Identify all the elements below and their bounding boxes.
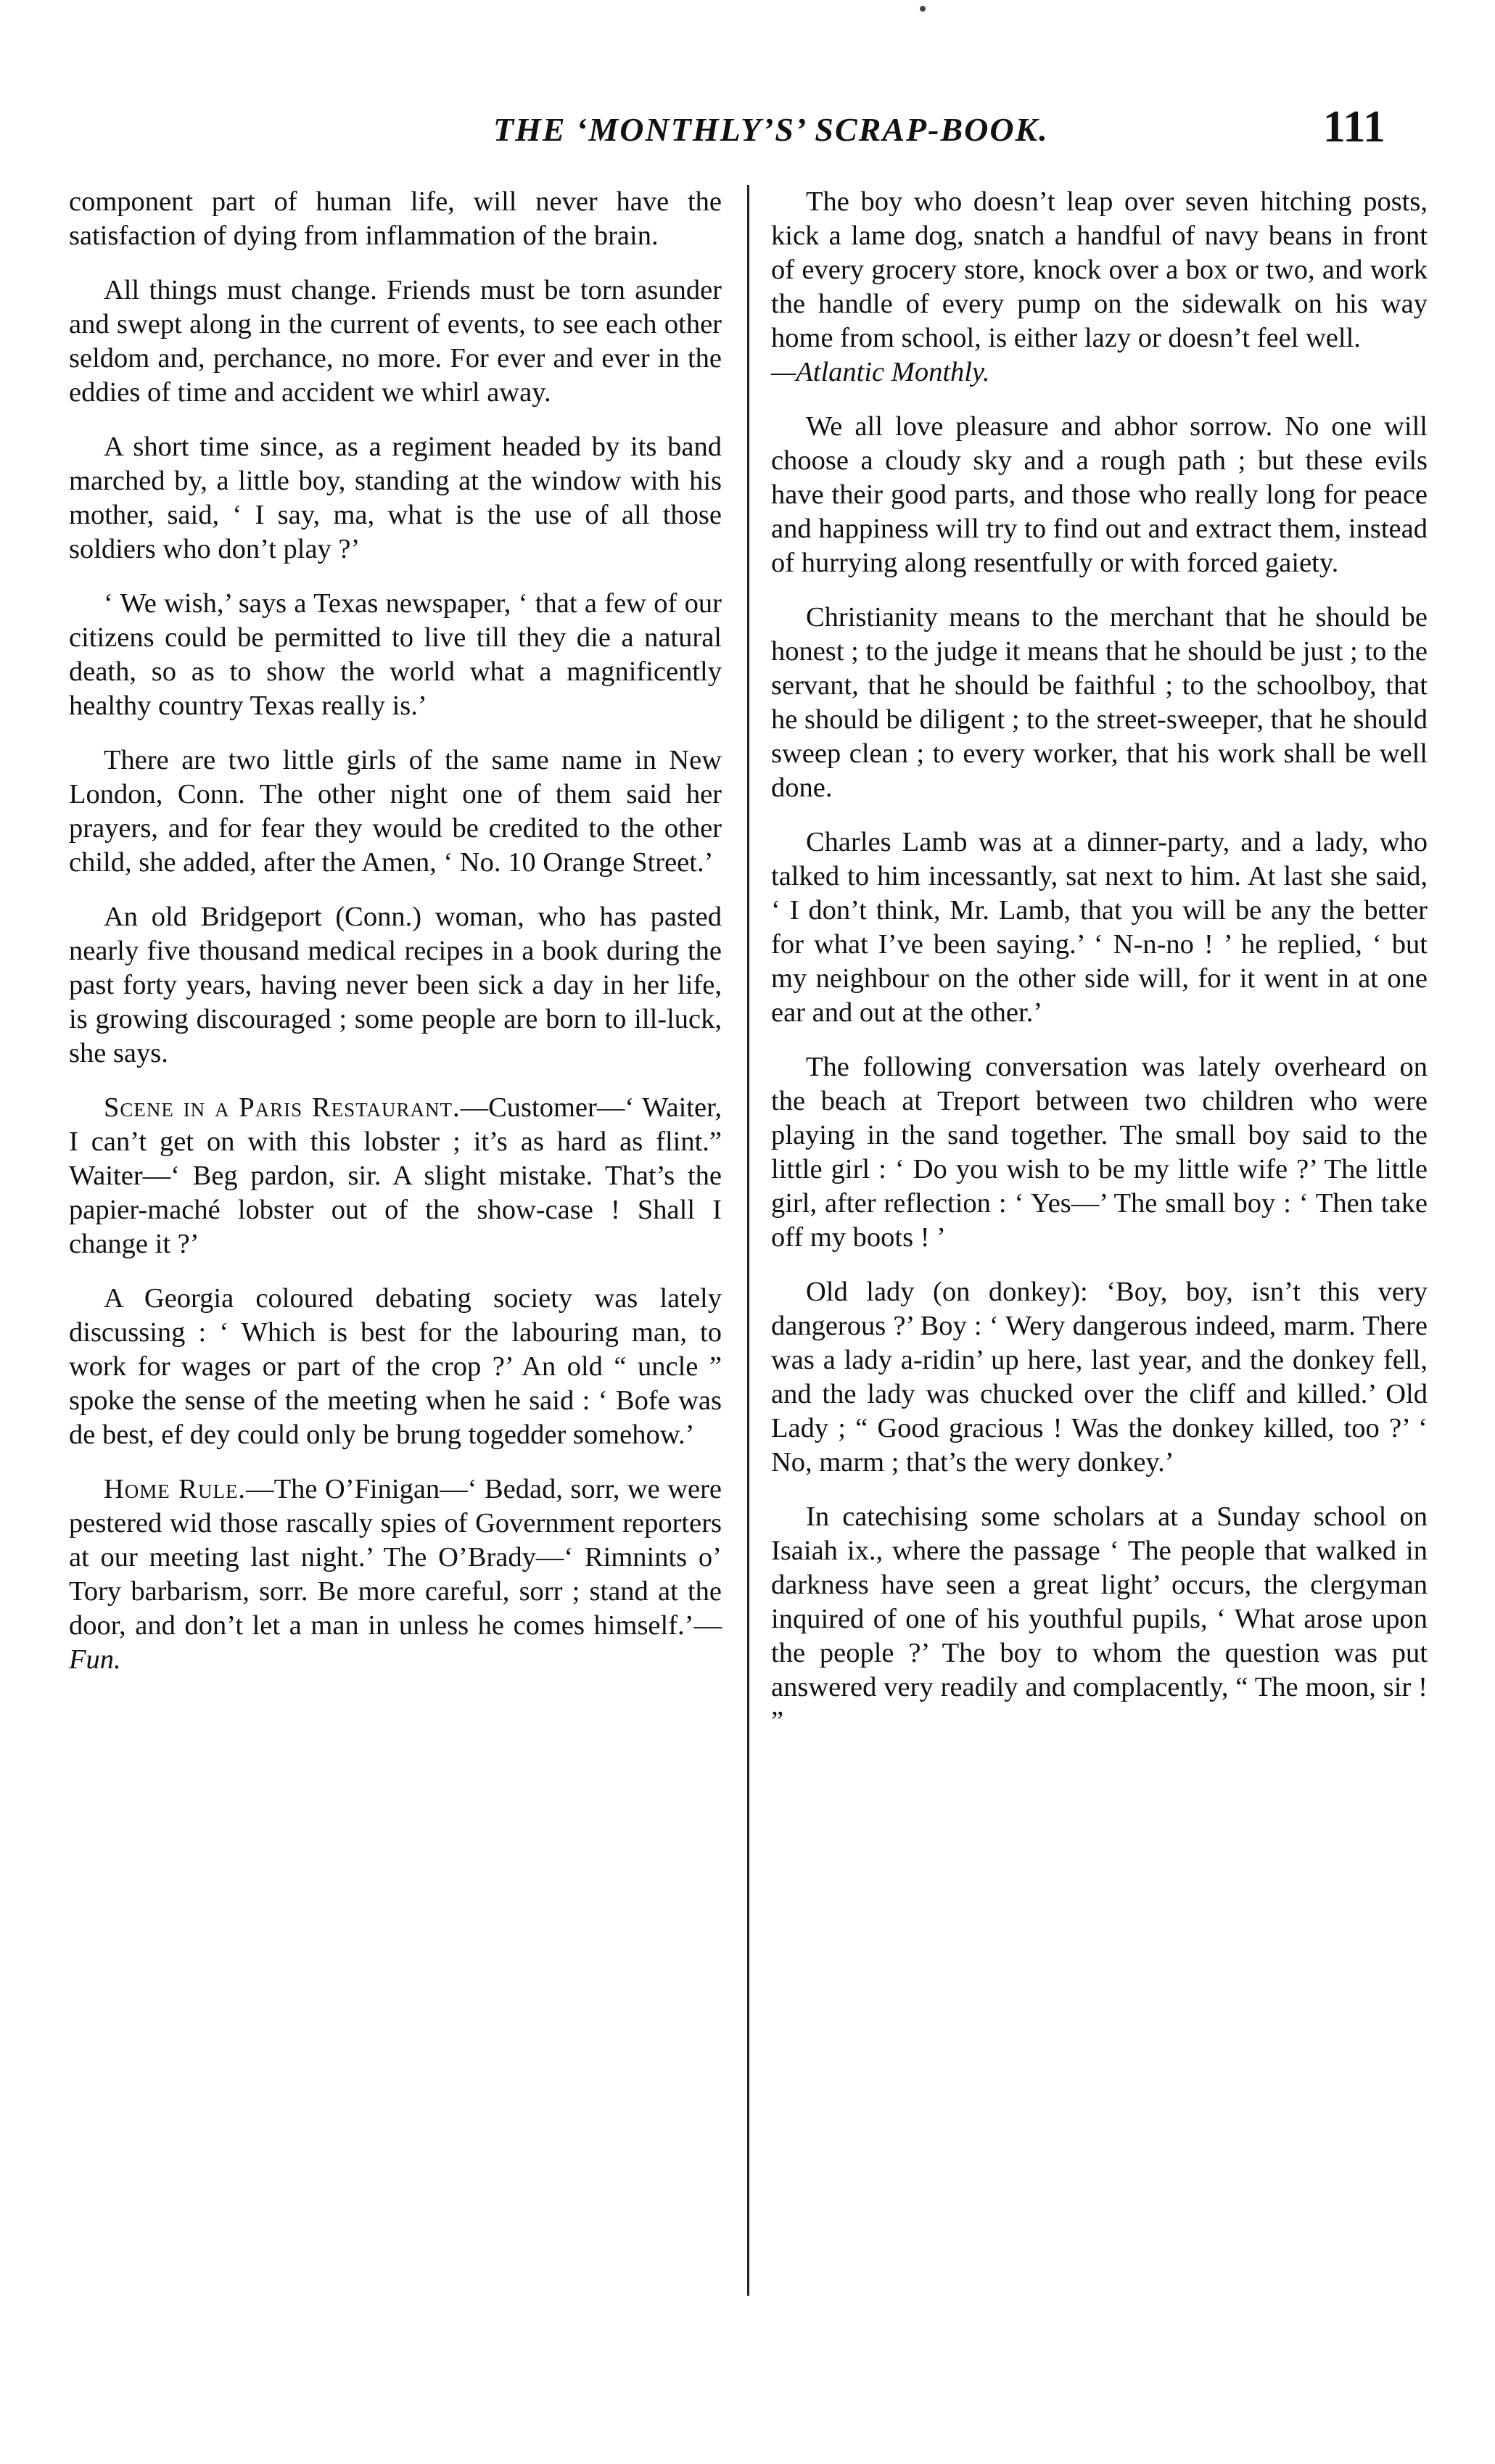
paragraph-texas: ‘ We wish,’ says a Texas newspaper, ‘ that a few of our citizens could be permitted to live till they die a natural death, so as to show the world what a magnificently healthy country Texas really is.’ [69, 588, 722, 721]
section-heading-home-rule: Home Rule. [104, 1474, 247, 1504]
paragraph-paris-restaurant [69, 1091, 722, 1261]
section-heading-paris: Scene in a Paris Restaurant. [104, 1092, 461, 1123]
source-atlantic: —Atlantic Monthly. [771, 357, 990, 387]
paragraph-charles-lamb: Charles Lamb was at a dinner-party, and a lady, who talked to him incessantly, sat next to him. At last she said, ‘ I don’t think, Mr. Lamb, that you will be any the better for what I’ve been saying.’ ‘ N-n-no ! ’ he replied, ‘ but my neighbour on the other side will, for it went in at one ear and out at the other.’ [771, 827, 1428, 1028]
paragraph-home-rule [69, 1472, 722, 1677]
paragraph-donkey: Old lady (on donkey): ‘Boy, boy, isn’t this very dangerous ?’ Boy : ‘ Wery dangerous indeed, marm. There was a lady a-ridin’ up here, last year, and the donkey fell, and the lady was chucked over the cliff and killed.’ Old Lady ; “ Good gracious ! Was the donkey killed, too ?’ ‘ No, marm ; that’s the wery donkey.’ [771, 1277, 1428, 1478]
page-header [73, 102, 1393, 160]
paragraph-all-things-change: All things must change. Friends must be torn asunder and swept along in the current of events, to see each other seldom and, perchance, no more. For ever and ever in the eddies of time and accident we whirl away. [69, 275, 722, 408]
paragraph-regiment: A short time since, as a regiment headed by its band marched by, a little boy, standing at the window with his mother, said, ‘ I say, ma, what is the use of all those soldiers who don’t play ?’ [69, 432, 722, 564]
left-column [69, 185, 722, 1697]
paragraph-treport: The following conversation was lately overheard on the beach at Treport between two children who were playing in the sand together. The small boy said to the little girl : ‘ Do you wish to be my little wife ?’ The little girl, after reflection : ‘ Yes—’ The small boy : ‘ Then take off my boots ! ’ [771, 1052, 1428, 1253]
paragraph-bridgeport: An old Bridgeport (Conn.) woman, who has pasted nearly five thousand medical recipes in a book during the past forty years, having never been sick a day in her life, is growing discouraged ; some people are born to ill-luck, she says. [69, 902, 722, 1068]
column-divider [747, 185, 749, 2296]
right-column [771, 185, 1428, 1759]
paris-body: —Customer—‘ Waiter, I can’t get on with this lobster ; it’s as hard as flint.” Waiter—‘ Beg pardon, sir. A slight mistake. That’s the papier-maché lobster out of the show-case ! Shall I change it ?’ [69, 1092, 722, 1259]
paragraph-pleasure-sorrow: We all love pleasure and abhor sorrow. No one will choose a cloudy sky and a rough path ; but these evils have their good parts, and those who really long for peace and happiness will try to find out and extract them, instead of hurrying along resentfully or with forced gaiety. [771, 411, 1428, 578]
paragraph-inflammation: component part of human life, will never have the satisfaction of dying from inflammation of the brain. [69, 186, 722, 251]
paragraph-georgia: A Georgia coloured debating society was lately discussing : ‘ Which is best for the labouring man, to work for wages or part of the crop ?’ An old “ uncle ” spoke the sense of the meeting when he said : ‘ Bofe was de best, ef dey could only be brung togedder somehow.’ [69, 1283, 722, 1450]
running-head: THE ‘MONTHLY’S’ SCRAP-BOOK. [493, 111, 1049, 148]
ink-dot [920, 6, 926, 12]
paragraph-catechising: In catechising some scholars at a Sunday school on Isaiah ix., where the passage ‘ The people that walked in darkness have seen a great light’ occurs, the clergyman inquired of one of his youthful pupils, ‘ What arose upon the people ?’ The boy to whom the question was put answered very readily and complacently, “ The moon, sir ! ” [771, 1501, 1428, 1736]
paragraph-christianity: Christianity means to the merchant that he should be honest ; to the judge it means that he should be just ; to the servant, that he should be faithful ; to the schoolboy, that he should be diligent ; to the street-sweeper, that he should sweep clean ; to every worker, that his work shall be well done. [771, 602, 1428, 803]
paragraph-boy-hitching-posts [771, 185, 1428, 390]
home-rule-body: —The O’Finigan—‘ Bedad, sorr, we were pestered wid those rascally spies of Government reporters at our meeting last night.’ The O’Brady—‘ Rimnints o’ Tory barbarism, sorr. Be more careful, sorr ; stand at the door, and don’t let a man in unless he comes himself.’— [69, 1474, 722, 1641]
hitching-posts-body: The boy who doesn’t leap over seven hitching posts, kick a lame dog, snatch a handful of navy beans in front of every grocery store, knock over a box or two, and work the handle of every pump on the sidewalk on his way home from school, is either lazy or doesn’t feel well. [771, 186, 1428, 353]
paragraph-new-london: There are two little girls of the same name in New London, Conn. The other night one of them said her prayers, and for fear they would be credited to the other child, she added, after the Amen, ‘ No. 10 Orange Street.’ [69, 745, 722, 878]
source-fun: Fun. [69, 1644, 121, 1675]
page-number: 111 [1322, 102, 1385, 152]
